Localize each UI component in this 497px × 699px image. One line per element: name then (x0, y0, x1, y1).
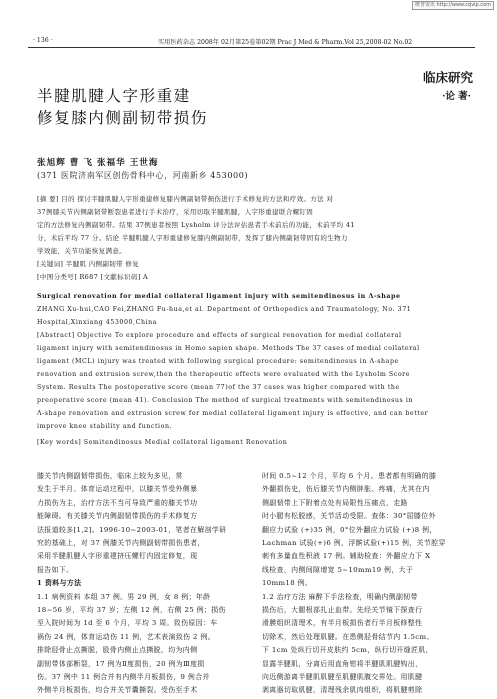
title-line-2: 修复膝内侧副韧带损伤 (37, 109, 209, 127)
body-line: 至入院时间为 1d 至 6 个月，平均 3 周。致伤原因：车 (37, 619, 218, 628)
abstract-cn-line: 分，术后平均 77 分。结论 半腱肌腱人字形重建修复膝内侧副韧带，发挥了膝内侧副韧带固有的生物力 (37, 234, 348, 242)
english-abstract-line: [Abstract] Objective To explore procedure and effects of surgical renovation for medial collateral (37, 332, 402, 339)
abstract-cn-line: [摘 要] 目的 探讨半腱肌腱人字形重建修复膝内侧副韧带损伤进行手术修复的方法和疗效。方法 对 (37, 195, 334, 203)
page-number: · 136 · (33, 37, 53, 44)
body-line: 切除术，然后处理肌腱。在患侧胫骨结节内 1.5cm、 (262, 632, 434, 641)
title-line-1: 半腱肌腱人字形重建 (37, 87, 191, 105)
section-heading: 1 资料与方法 (37, 579, 82, 588)
body-line: 力损伤为主，治疗方法不当可导致严重的膝关节功 (37, 498, 198, 507)
body-line: 翻应力试验 (+)35 例，0°位外翻应力试验 (+)8 例， (262, 525, 437, 534)
abstract-cn-line: 37例膝关节内侧副韧带断裂患者进行手术治疗，采用切取半腱肌腱，人字形重建联合螺钉固 (37, 208, 314, 216)
journal-header: 实用医药杂志 2008年 02月第25卷第02期 Prac J Med & Pharm.Vol 25,2008-02 No.02 (158, 39, 413, 46)
body-line: Lachman 试验(+)6 例，浮髌试验(+)15 例，关节腔穿 (262, 539, 446, 547)
english-abstract-line: preoperative score (mean 41). Conclusion The method of surgical treatments with semitendinosus in (37, 397, 413, 404)
english-abstract-line: improve knee stability and function. (37, 423, 173, 430)
authors: 张旭辉 曹 飞 张福华 王世海 (37, 158, 159, 168)
body-line: 副韧带体部断裂，17 例为Ⅱ度损伤，20 例为Ⅲ度损 (37, 659, 205, 668)
body-line: 下 1cm 处纵行切开皮肤约 5cm，纵行切开缝匠肌， (262, 646, 433, 655)
article-type-label: ·论 著· (442, 91, 471, 102)
abstract-cn-line: 定的方法修复内侧副韧带。结果 37例患者按照 Lysholm 评分法评估患者手术前后的功能，术前平均 41 (37, 221, 355, 229)
keywords-en: [Key words] Semitendinosus Medial collateral ligament Renovation (37, 439, 288, 446)
body-line: 显露半腱肌，分离后用直角钳将半腱肌肌腱钩出， (262, 659, 423, 668)
body-line: 刺有多量血性积液 17 例。辅助检查：外翻应力下 X (262, 552, 431, 561)
english-abstract-line: Λ-shape renovation and extrusion screw for medial collateral ligament injury is effective, and can better (37, 410, 429, 417)
body-line: 10mm18 例。 (262, 579, 313, 588)
body-line: 损伤后，大腿根部扎止血带。先经关节镜下探查行 (262, 606, 423, 614)
body-line: 膝关节内侧副韧带损伤，临床上较为多见，常 (37, 472, 183, 480)
body-line: 排除胫骨止点撕脱，股骨内侧止点撕脱，均为内侧 (37, 646, 198, 655)
keywords-cn: [关键词] 半腱肌 内侧副韧带 修复 (37, 260, 140, 268)
body-line: 伤。37 例中 11 例合并有内侧半月板损伤，9 例合并 (37, 673, 210, 681)
body-line: 侧副韧带上下附着点处有局限性压痛点，走路 (262, 498, 408, 507)
english-abstract-line: ligament injury with semitendinosus in Homo sapien shape. Methods The 37 cases of medial collateral (37, 345, 420, 352)
body-line: 究的基础上，对 37 例膝关节内侧副韧带损伤患者， (37, 539, 205, 547)
body-line: 滑膜组织清理术，有半月板损伤者行半月板修整性 (262, 619, 423, 628)
body-line: 1.2 治疗方法 麻醉下手法检查，明确内侧副韧带 (262, 592, 418, 601)
english-affiliation: Hospital,Xinxiang 453000,China (37, 319, 158, 326)
english-title: Surgical renovation for medial collateral ligament injury with semitendinosus in Λ-shape (37, 293, 401, 300)
english-authors: ZHANG Xu-hui,CAO Fei,ZHANG Fu-hua,et al. Department of Orthopedics and Traumatology, No. 371 (37, 306, 412, 313)
affiliation: (371 医院济南军区创伤骨科中心，河南新乡 453000) (37, 171, 249, 180)
body-line: 发生于半月、体育运动过程中，以膝关节受外侧暴 (37, 485, 198, 494)
classification-codes: [中图分类号] R687 [文献标识码] A (37, 273, 149, 281)
body-line: 祸伤 24 例，体育运动伤 11 例，艺术表演致伤 2 例。 (37, 632, 215, 641)
body-line: 时间 0.5~12 个月，平均 6 个月。患者都有明确的膝 (262, 472, 437, 480)
body-line: 能障碍。有关膝关节内侧副韧带损伤的手术修复方 (37, 512, 198, 521)
body-line: 法报道较多[1,2]。1996-10~2003-01，笔者在解剖学研 (37, 525, 227, 534)
english-abstract-line: renovation and extrusion screw,then the therapeutic effects were evaluated with the Lysholm Score (37, 371, 411, 378)
body-line: 线检查，内侧间隙增宽 5~10mm19 例，大于 (262, 565, 414, 574)
body-line: 报告如下。 (37, 565, 74, 574)
body-line: 外侧半月板损伤，均合并关节囊撕裂。受伤至手术 (37, 686, 198, 695)
body-line: 时小腿有松脱感，关节活动受限。查体：30°屈膝位外 (262, 512, 436, 521)
english-abstract-line: ligament (MCL) injury was treated with following surgical procedure: semitendinosus in Λ-shape (37, 358, 399, 365)
body-line: 采用半腱肌腱人字形重建挤压螺钉内固定修复，现 (37, 552, 198, 561)
english-abstract-line: System. Results The postoperative score (mean 77)of the 37 cases was higher compared with the (37, 384, 400, 391)
body-line: 向近侧游离半腱肌肌腱至肌腱肌腹交界处。用肌腱 (262, 673, 423, 681)
body-line: 剥离器切取肌腱，清理残余肌肉组织，将肌腱剪除 (262, 686, 423, 695)
body-line: 1.1 病例资料 本组 37 例。男 29 例，女 8 例；年龄 (37, 592, 211, 601)
section-label: 临床研究 (422, 70, 473, 85)
watermark: 维普资讯 http://www.cqvip.com (412, 1, 494, 10)
body-line: 18~56 岁，平均 37 岁；左侧 12 例，右侧 25 例；损伤 (37, 606, 226, 614)
body-line: 外翻损伤史，伤后膝关节内侧肿胀、疼痛，尤其在内 (262, 485, 430, 494)
header-rule (28, 47, 475, 48)
abstract-cn-line: 学效能，关节功能恢复满意。 (37, 247, 127, 255)
